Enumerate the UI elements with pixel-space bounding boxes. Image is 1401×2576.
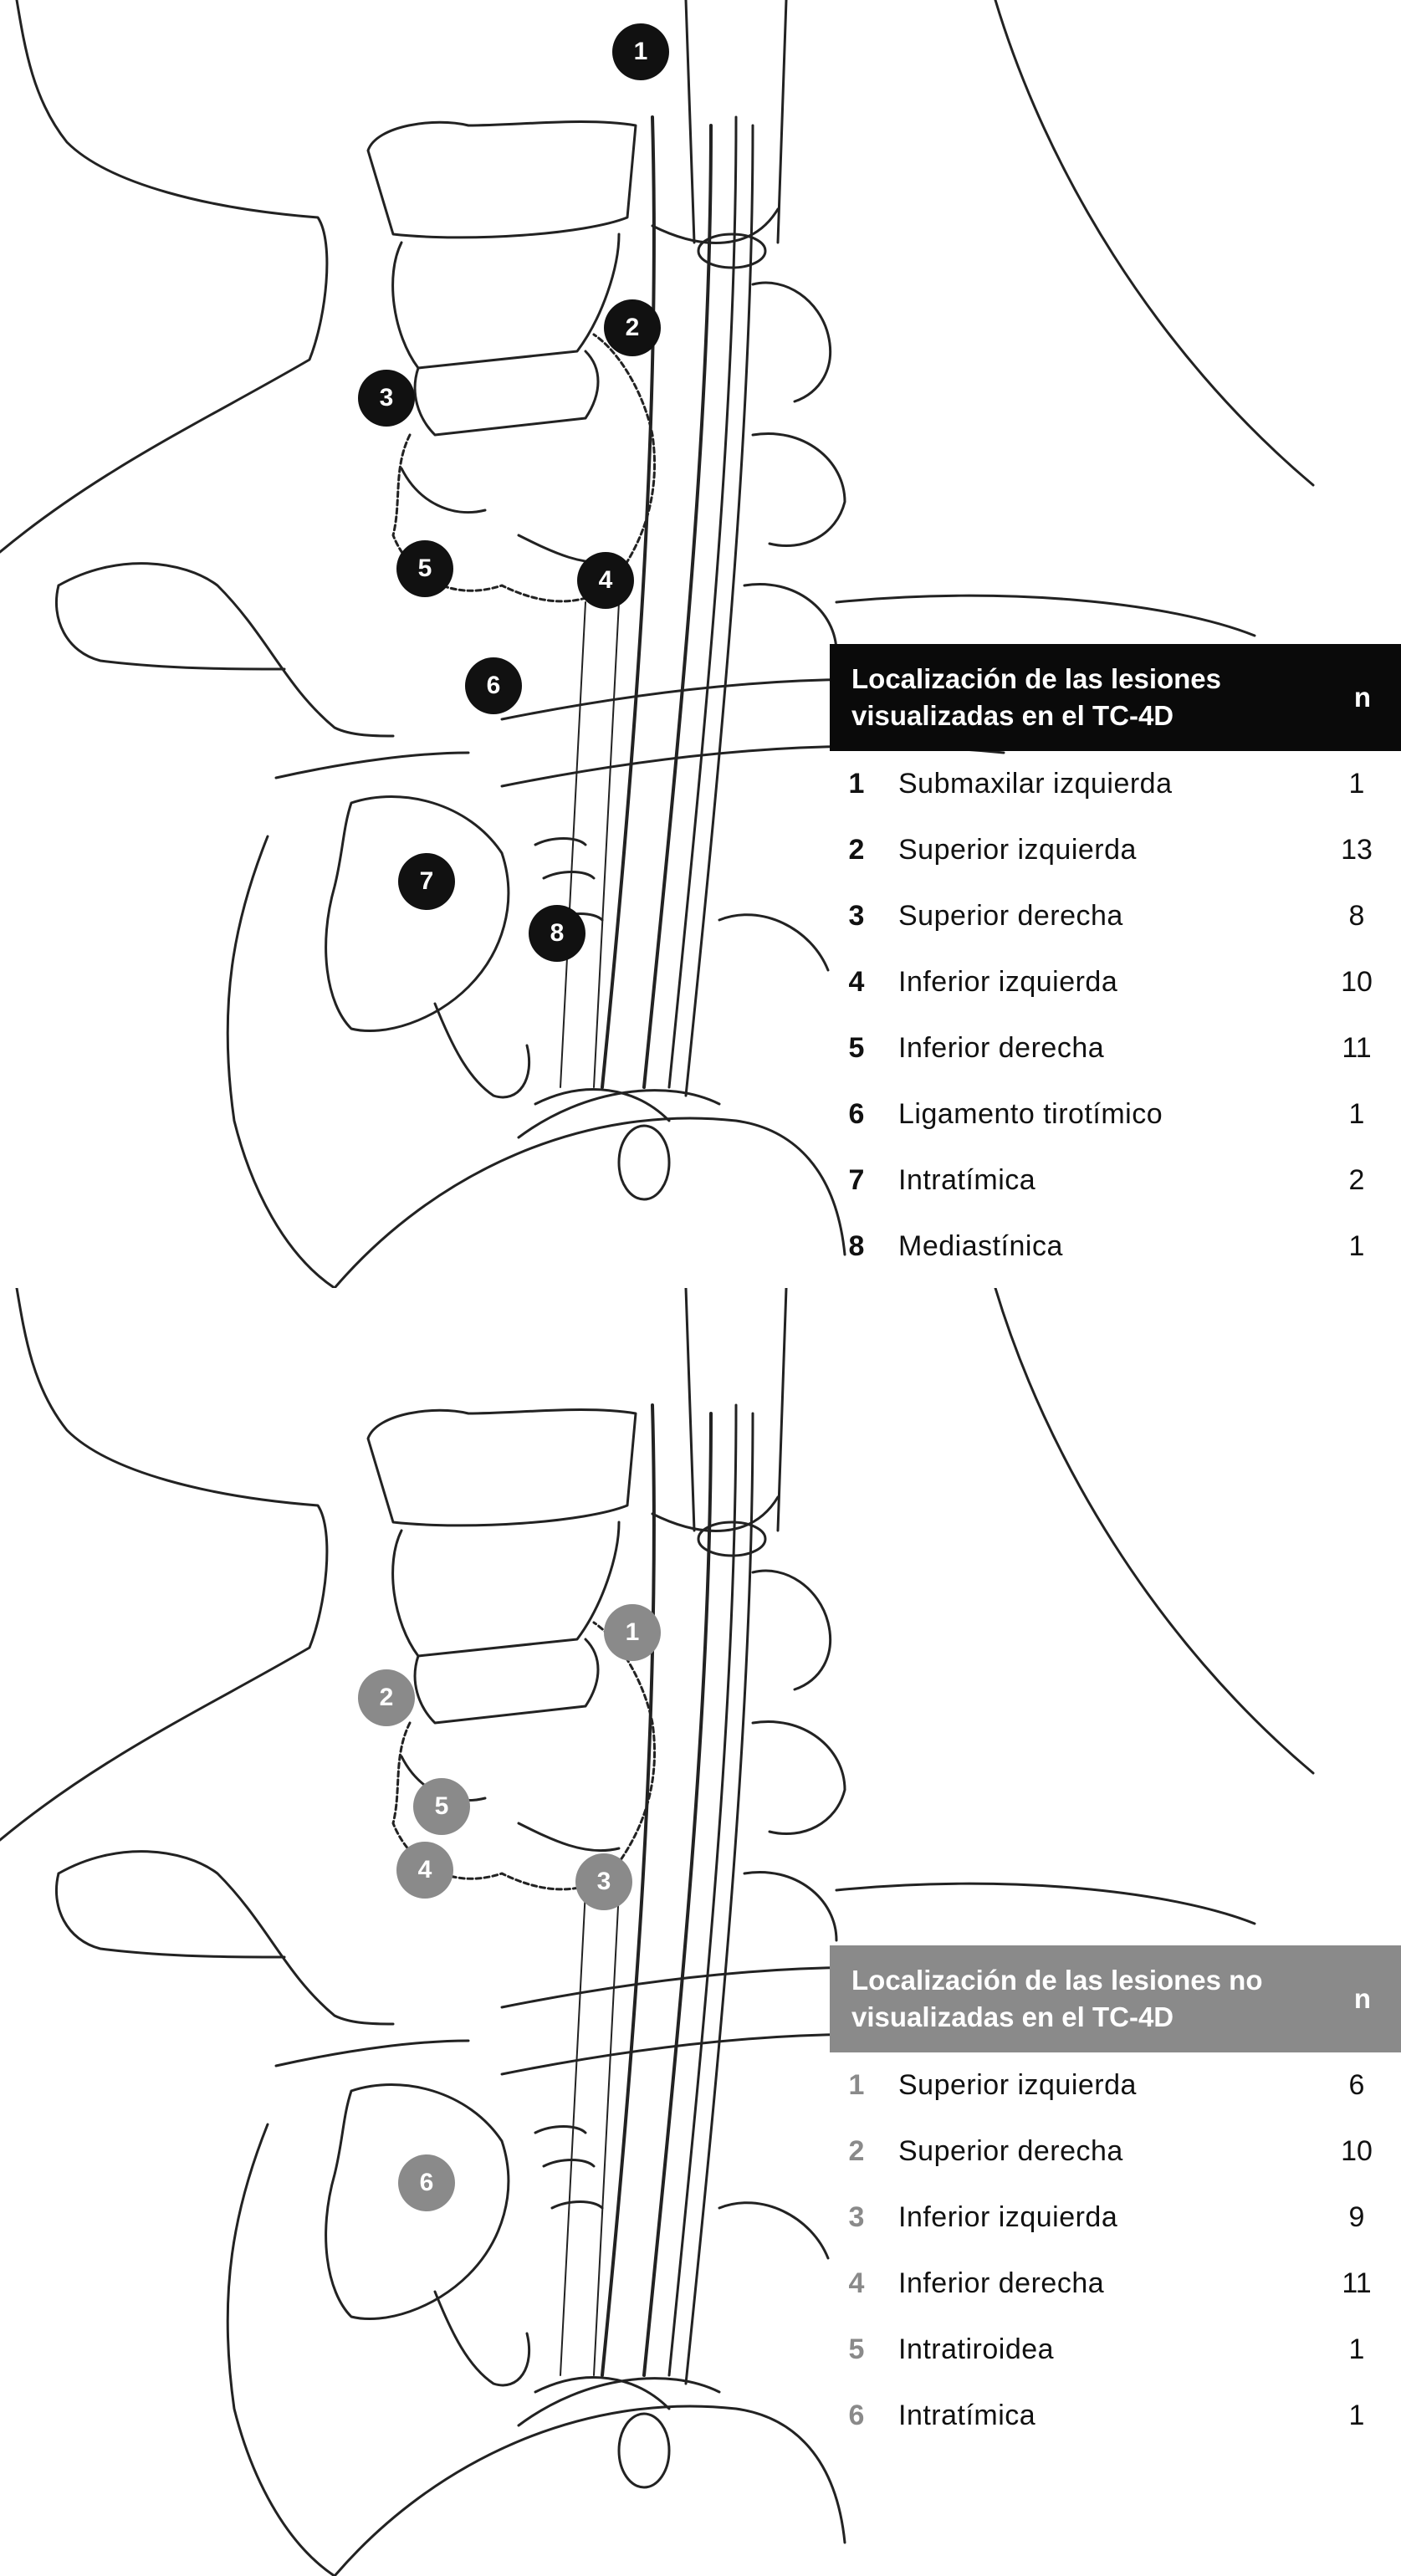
row-count: 11 [1342,1032,1372,1064]
row-index: 3 [848,900,865,932]
row-label: Intratímica [898,2400,1036,2431]
marker-2: 2 [358,1669,415,1726]
table-row [830,1147,1401,1214]
row-label: Submaxilar izquierda [898,768,1173,800]
table-header [830,1945,1401,2052]
table-header [830,644,1401,751]
row-label: Superior izquierda [898,834,1137,866]
table-row [830,1081,1401,1147]
row-label: Superior derecha [898,900,1123,932]
row-index: 6 [848,2400,865,2431]
table-row [830,2052,1401,2119]
row-index: 8 [848,1230,865,1262]
table-row [830,2383,1401,2449]
row-index: 1 [848,768,865,800]
row-index: 1 [848,2069,865,2101]
table-row [830,1214,1401,1280]
table-row [830,2251,1401,2317]
marker-7: 7 [398,853,455,910]
visualized-lesions-table [830,644,1401,1280]
marker-1: 1 [612,23,669,80]
row-index: 4 [848,2267,865,2299]
table-title: Localización de las lesiones visualizadas en el TC-4D [851,663,1222,731]
row-label: Inferior derecha [898,2267,1105,2299]
row-count: 6 [1348,2069,1365,2101]
table-row [830,1015,1401,1081]
row-label: Inferior izquierda [898,2201,1118,2233]
row-count: 1 [1348,2400,1365,2431]
row-index: 5 [848,2333,865,2365]
table-title: Localización de las lesiones no visualizadas en el TC-4D [851,1965,1263,2032]
row-label: Mediastínica [898,1230,1063,1262]
table-row [830,949,1401,1015]
row-count: 1 [1348,1230,1365,1262]
marker-3: 3 [358,370,415,427]
marker-3: 3 [575,1853,632,1910]
row-count: 8 [1348,900,1365,932]
marker-2: 2 [604,299,661,356]
row-label: Inferior izquierda [898,966,1118,998]
table-row [830,751,1401,817]
row-label: Ligamento tirotímico [898,1098,1163,1130]
marker-1: 1 [604,1604,661,1661]
marker-4: 4 [577,552,634,609]
n-header: n [1353,682,1372,713]
table-row [830,883,1401,949]
marker-5: 5 [396,540,453,597]
bottom-panel [0,1288,1401,2576]
row-count: 11 [1342,2267,1372,2299]
row-index: 2 [848,834,865,866]
row-count: 1 [1348,1098,1365,1130]
row-count: 13 [1341,834,1373,866]
row-label: Intratímica [898,1164,1036,1196]
row-count: 10 [1341,2135,1373,2167]
non-visualized-lesions-table [830,1945,1401,2449]
row-index: 3 [848,2201,865,2233]
row-label: Superior izquierda [898,2069,1137,2101]
table-row [830,2185,1401,2251]
row-index: 7 [848,1164,865,1196]
row-count: 9 [1348,2201,1365,2233]
n-header: n [1353,1983,1372,2014]
marker-5: 5 [413,1778,470,1835]
table-row [830,817,1401,883]
row-count: 10 [1341,966,1373,998]
row-index: 5 [848,1032,865,1064]
row-count: 1 [1348,2333,1365,2365]
table-row [830,2317,1401,2383]
row-label: Inferior derecha [898,1032,1105,1064]
marker-4: 4 [396,1842,453,1899]
marker-6: 6 [465,657,522,714]
row-index: 4 [848,966,865,998]
marker-8: 8 [529,905,585,962]
row-count: 1 [1348,768,1365,800]
row-label: Superior derecha [898,2135,1123,2167]
row-index: 2 [848,2135,865,2167]
table-row [830,2119,1401,2185]
marker-6: 6 [398,2154,455,2211]
row-label: Intratiroidea [898,2333,1055,2365]
row-index: 6 [848,1098,865,1130]
row-count: 2 [1348,1164,1365,1196]
